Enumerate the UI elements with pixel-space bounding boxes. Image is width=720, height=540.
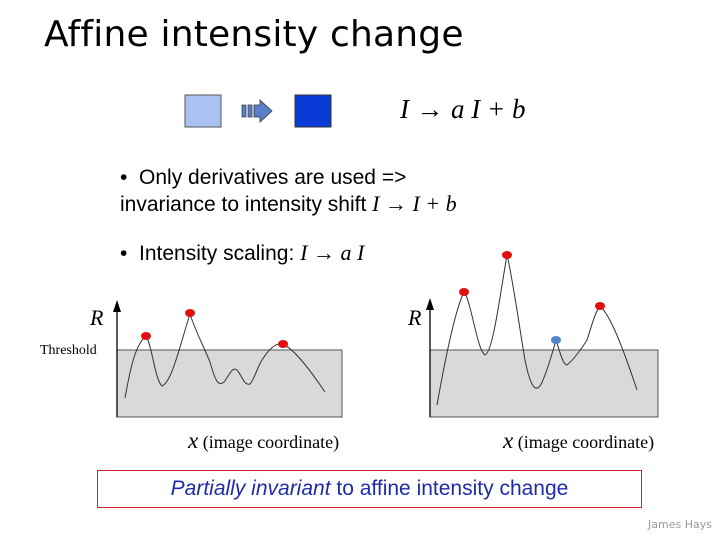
affine-formula: [400, 94, 526, 125]
right-x-text: (image coordinate): [517, 432, 655, 452]
conclusion-box: [97, 470, 642, 508]
right-plot-y-label: R: [408, 305, 422, 330]
right-x-label: [503, 428, 654, 454]
bullet-2: • Intensity scaling: I → a I: [120, 240, 365, 265]
right-response-plot: [415, 240, 665, 430]
maps-to-arrow-icon: →: [416, 94, 444, 124]
conclusion-italic: Partially invariant: [170, 477, 331, 500]
left-threshold-region: [117, 350, 342, 417]
left-peak-3: [278, 340, 288, 348]
right-peak-3: [595, 302, 605, 310]
formula-rhs: a I + b: [451, 94, 526, 124]
right-x-var: x: [503, 428, 514, 453]
dark-square: [295, 95, 331, 127]
left-x-label: [188, 428, 339, 454]
left-x-var: x: [188, 428, 199, 453]
left-response-plot: [100, 290, 360, 430]
bullet-1: • Only derivatives are used => invariance to intensity shift I → I + b: [120, 166, 457, 216]
left-plot-y-label: R: [90, 305, 104, 330]
bullet-1-line1: Only derivatives are used =>: [139, 166, 407, 189]
bullet-2-text: Intensity scaling:: [139, 242, 295, 265]
left-peak-2: [185, 309, 195, 317]
bullet-1-math: I → I + b: [372, 191, 457, 216]
right-threshold-region: [430, 350, 658, 417]
light-square: [185, 95, 221, 127]
left-peak-1: [141, 332, 151, 340]
right-peak-2: [502, 251, 512, 259]
right-peak-below-threshold: [551, 336, 561, 344]
left-y-axis-arrow-icon: [113, 300, 121, 312]
slide-title: Affine intensity change: [44, 14, 464, 55]
right-arrow-icon: [242, 100, 272, 122]
author-credit: James Hays: [648, 518, 712, 531]
left-x-text: (image coordinate): [202, 432, 340, 452]
bullet-2-math: I → a I: [300, 240, 365, 265]
conclusion-text: to affine intensity change: [336, 477, 569, 500]
intensity-change-illustration: [180, 90, 340, 132]
bullet-1-line2: invariance to intensity shift: [120, 193, 367, 216]
formula-lhs: I: [400, 94, 409, 124]
right-peak-1: [459, 288, 469, 296]
right-y-axis-arrow-icon: [426, 298, 434, 310]
threshold-label: Threshold: [40, 343, 97, 358]
